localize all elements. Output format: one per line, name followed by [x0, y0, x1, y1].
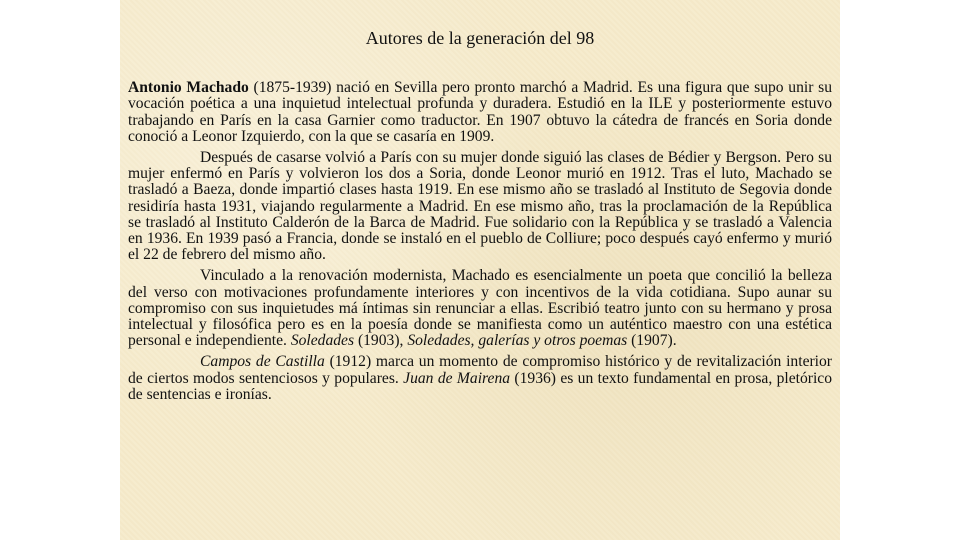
paragraph-4-text: (1912) marca un momento de compromiso histórico y de revitalización interior de ciertos modos sentenciosos y populares.: [128, 353, 833, 387]
paragraph-4-text-2: (1936) es un texto fundamental en prosa, pletórico de sentencias e ironías.: [128, 369, 833, 403]
paragraph-2: Después de casarse volvió a París con su mujer donde siguió las clases de Bédier y Bergson. Pero su mujer enfermó en París y volvieron los dos a Soria, donde Leonor murió en 1912. Tras el luto, Machado se trasladó a Baeza, donde impartió clases hasta 1919. En ese mismo año se trasladó al Instituto de Segovia donde residiría hasta 1931, viajando regularmente a Madrid. En ese mismo año, tras la proclamación de la República se trasladó al Instituto Calderón de la Barca de Madrid. Fue solidario con la República y se trasladó a Valencia en 1936. En 1939 pasó a Francia, donde se instaló en el pueblo de Colliure; poco después cayó enfermo y murió el 22 de febrero del mismo año.: [128, 148, 832, 264]
slide-body: [128, 80, 832, 408]
slide: [120, 0, 840, 540]
paragraph-3-text: Vinculado a la renovación modernista, Machado es esencialmente un poeta que concilió la belleza del verso con motivaciones profundamente interiores y con incentivos de la vida cotidiana. Supo aunar su compromiso con sus inquietudes má íntimas sin renunciar a ellas. Escribió teatro junto con su hermano y prosa intelectual y filosófica pero es en la poesía donde se manifiesta como un auténtico maestro con una estética personal e independiente.: [128, 267, 832, 350]
work-title-campos-de-castilla: Campos de Castilla: [200, 353, 325, 371]
paragraph-1: [128, 80, 832, 145]
author-name: Antonio Machado: [128, 79, 249, 96]
year-1903: (1903),: [354, 332, 408, 350]
work-title-soledades-galerias: Soledades, galerías y otros poemas: [407, 332, 628, 350]
year-1907: (1907).: [627, 332, 677, 350]
work-title-juan-de-mairena: Juan de Mairena: [403, 369, 511, 387]
work-title-soledades: Soledades: [290, 332, 355, 350]
paragraph-1-text: (1875-1939) nació en Sevilla pero pronto marchó a Madrid. Es una figura que supo unir su vocación poética a una inquietud intelectual profunda y duradera. Estudió en la ILE y posteriormente estuvo trabajando en París en la casa Garnier como traductor. En 1907 obtuvo la cátedra de francés en Soria donde conoció a Leonor Izquierdo, con la que se casaría en 1909.: [128, 79, 832, 145]
paragraph-4: [128, 354, 832, 403]
paragraph-3: [128, 268, 832, 349]
slide-title: Autores de la generación del 98: [365, 28, 595, 48]
